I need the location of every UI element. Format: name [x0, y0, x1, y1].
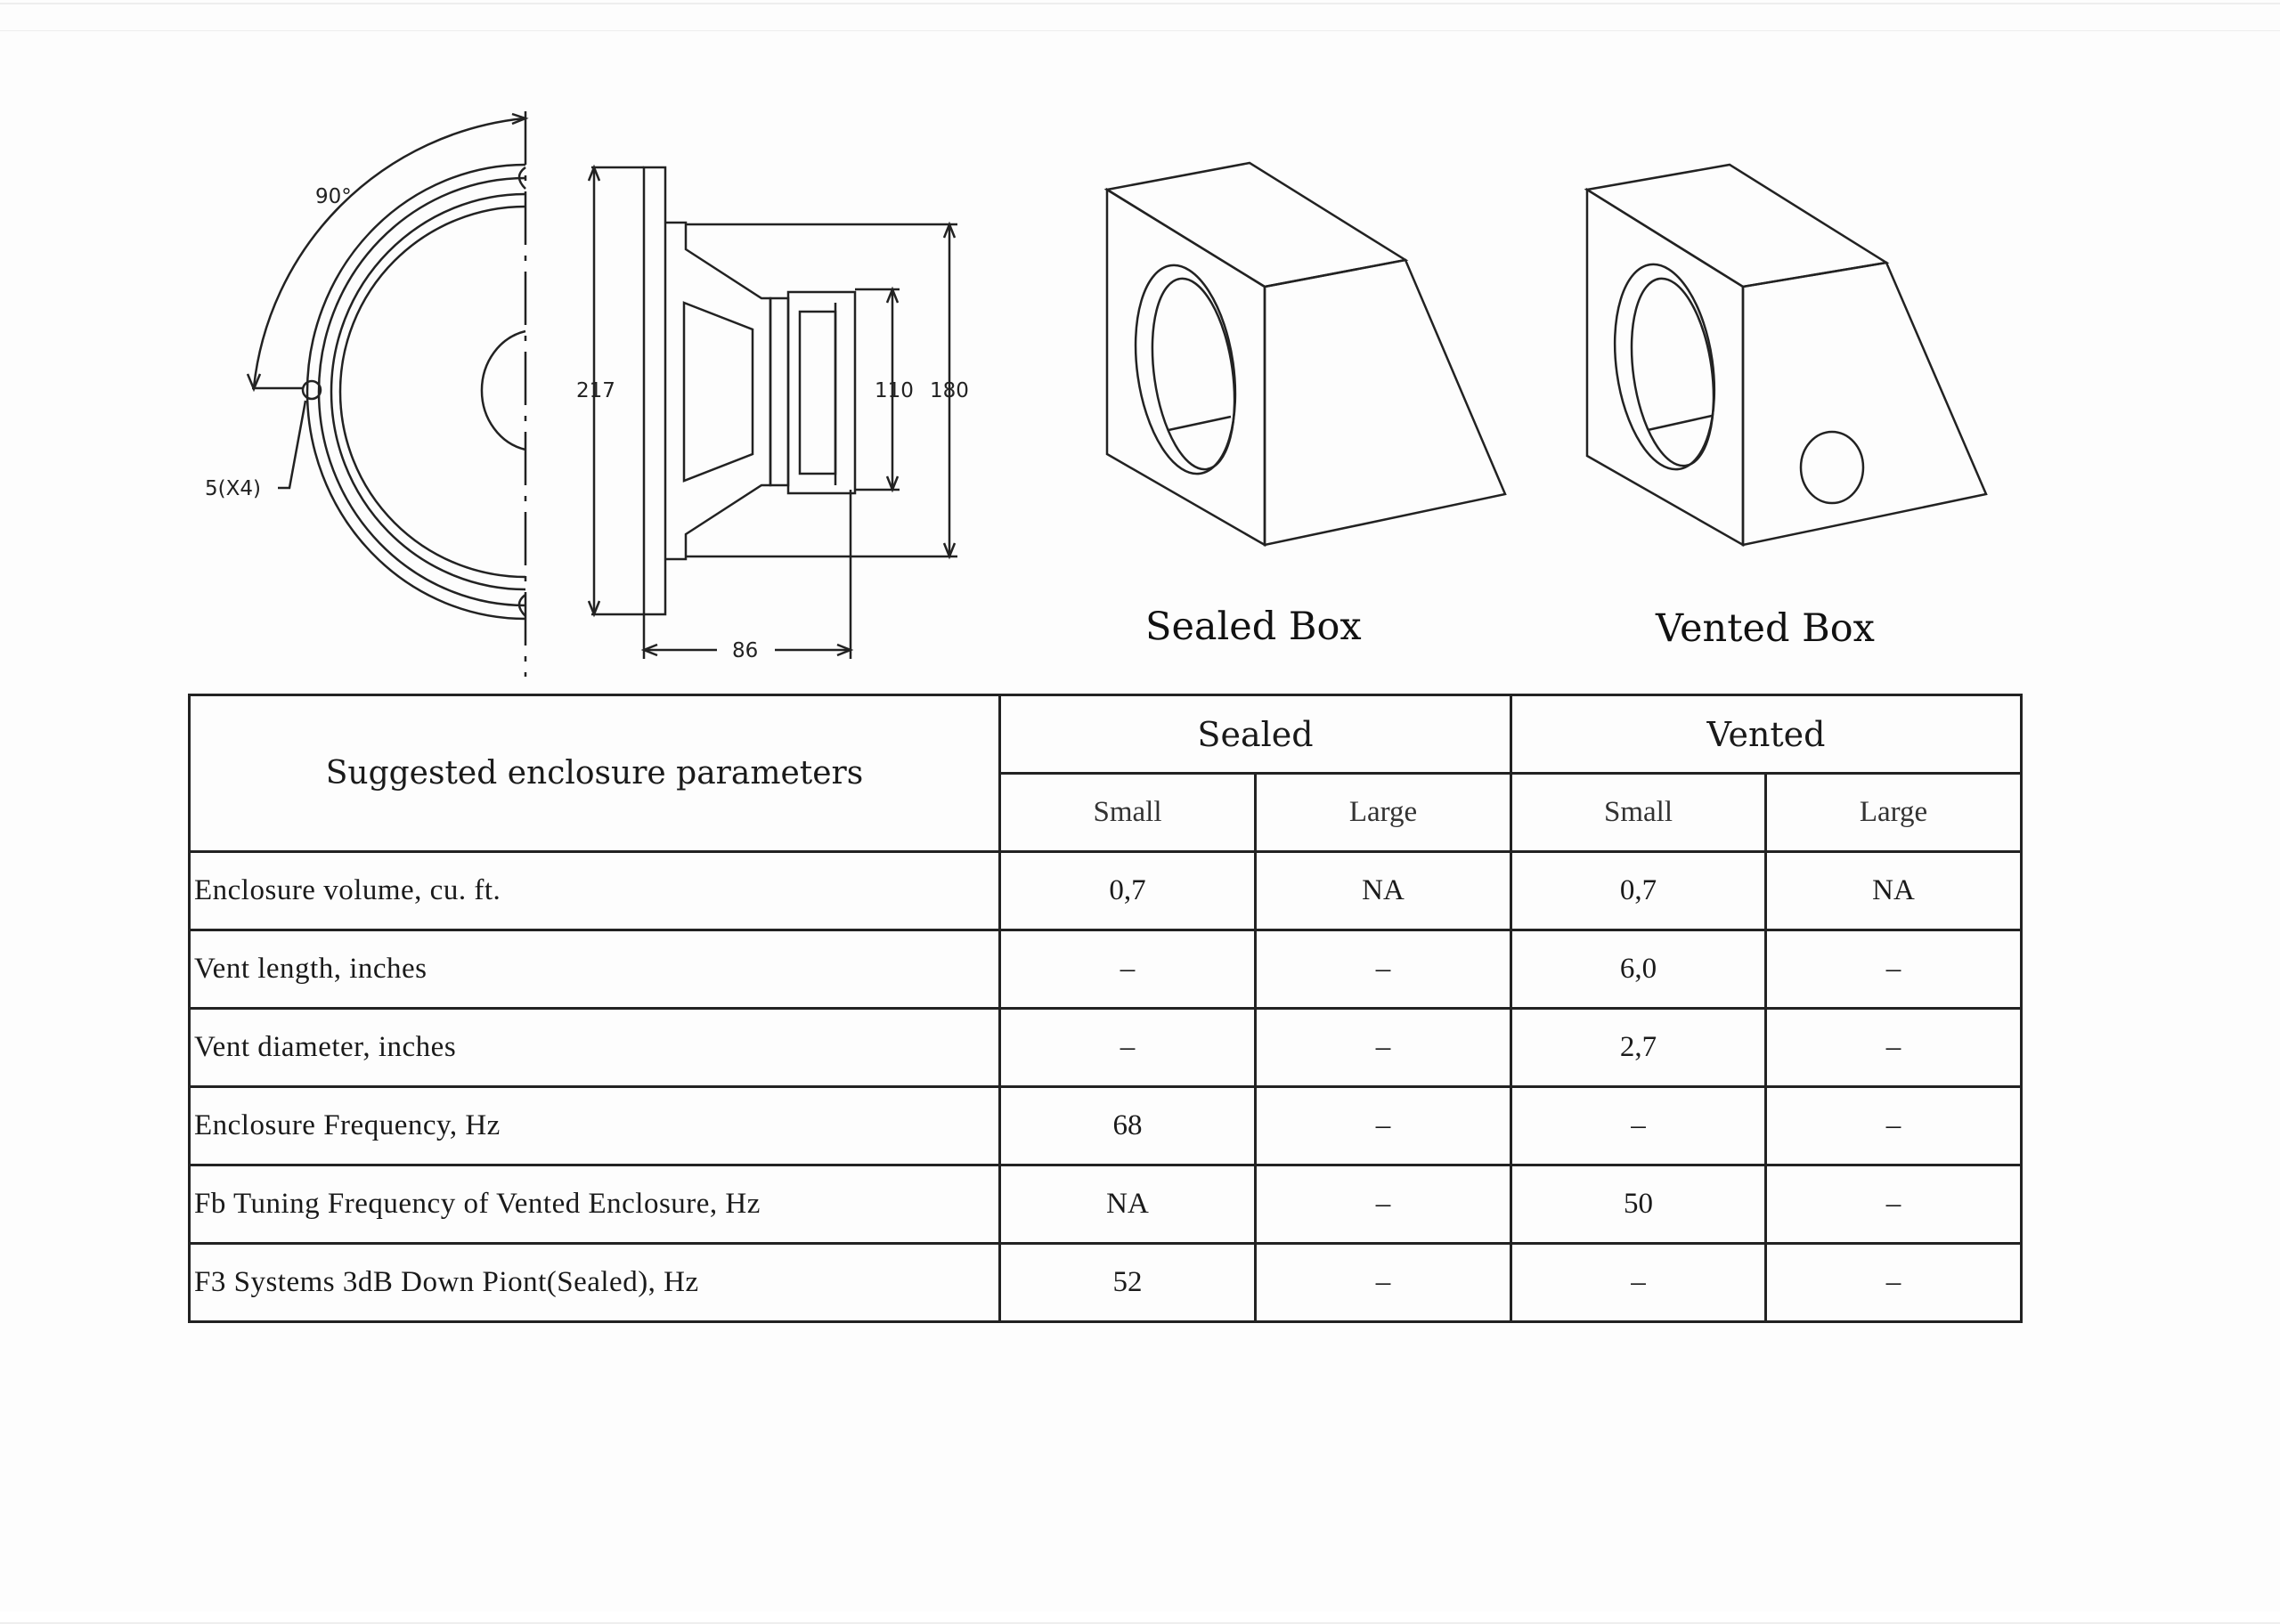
- row-label: Enclosure Frequency, Hz: [190, 1087, 1000, 1165]
- table-row: [190, 930, 2022, 1009]
- subheader-sealed-large: Large: [1256, 774, 1511, 852]
- row-label: F3 Systems 3dB Down Piont(Sealed), Hz: [190, 1244, 1000, 1322]
- table-row: [190, 852, 2022, 930]
- table-row: [190, 1087, 2022, 1165]
- row-label: Vent diameter, inches: [190, 1009, 1000, 1087]
- row-label: Fb Tuning Frequency of Vented Enclosure, Hz: [190, 1165, 1000, 1244]
- magnet-diameter-label: 110: [875, 379, 914, 402]
- table-cell: –: [1256, 1087, 1511, 1165]
- table-cell: NA: [1256, 852, 1511, 930]
- table-cell: –: [1511, 1087, 1766, 1165]
- table-cell: 52: [1000, 1244, 1256, 1322]
- holes-label: 5(X4): [205, 477, 261, 500]
- table-cell: –: [1766, 1087, 2022, 1165]
- table-cell: –: [1766, 1244, 2022, 1322]
- row-label: Vent length, inches: [190, 930, 1000, 1009]
- table-header-row: [190, 695, 2022, 774]
- table-cell: 6,0: [1511, 930, 1766, 1009]
- table-cell: 2,7: [1511, 1009, 1766, 1087]
- speaker-technical-drawing: [0, 0, 2280, 694]
- group-header-sealed: Sealed: [1000, 695, 1511, 774]
- sealed-box-drawing: [1107, 163, 1505, 545]
- table-row: [190, 1009, 2022, 1087]
- sealed-box-caption: Sealed Box: [1145, 605, 1362, 649]
- row-label: Enclosure volume, cu. ft.: [190, 852, 1000, 930]
- speaker-front-view: [248, 111, 525, 677]
- speaker-side-view: [589, 167, 957, 659]
- table-cell: –: [1256, 930, 1511, 1009]
- table-cell: –: [1766, 1165, 2022, 1244]
- table-cell: 50: [1511, 1165, 1766, 1244]
- vented-box-caption: Vented Box: [1656, 606, 1875, 651]
- table-row: [190, 1244, 2022, 1322]
- table-cell: –: [1256, 1009, 1511, 1087]
- angle-label: 90°: [315, 185, 352, 208]
- table-cell: –: [1766, 930, 2022, 1009]
- table-row: [190, 1165, 2022, 1244]
- vented-box-drawing: [1587, 165, 1986, 545]
- table-cell: 0,7: [1511, 852, 1766, 930]
- table-cell: 0,7: [1000, 852, 1256, 930]
- enclosure-parameters-table: [188, 694, 2023, 1323]
- subheader-vented-small: Small: [1511, 774, 1766, 852]
- table-cell: –: [1000, 1009, 1256, 1087]
- outer-diameter-label: 217: [576, 379, 615, 402]
- subheader-vented-large: Large: [1766, 774, 2022, 852]
- table-cell: –: [1256, 1244, 1511, 1322]
- table-cell: –: [1766, 1009, 2022, 1087]
- group-header-vented: Vented: [1511, 695, 2022, 774]
- table-cell: NA: [1000, 1165, 1256, 1244]
- table-cell: NA: [1766, 852, 2022, 930]
- table-cell: –: [1511, 1244, 1766, 1322]
- basket-diameter-label: 180: [930, 379, 969, 402]
- table-cell: –: [1256, 1165, 1511, 1244]
- table-title: Suggested enclosure parameters: [190, 695, 1000, 852]
- table-cell: –: [1000, 930, 1256, 1009]
- depth-label: 86: [732, 639, 759, 662]
- subheader-sealed-small: Small: [1000, 774, 1256, 852]
- table-cell: 68: [1000, 1087, 1256, 1165]
